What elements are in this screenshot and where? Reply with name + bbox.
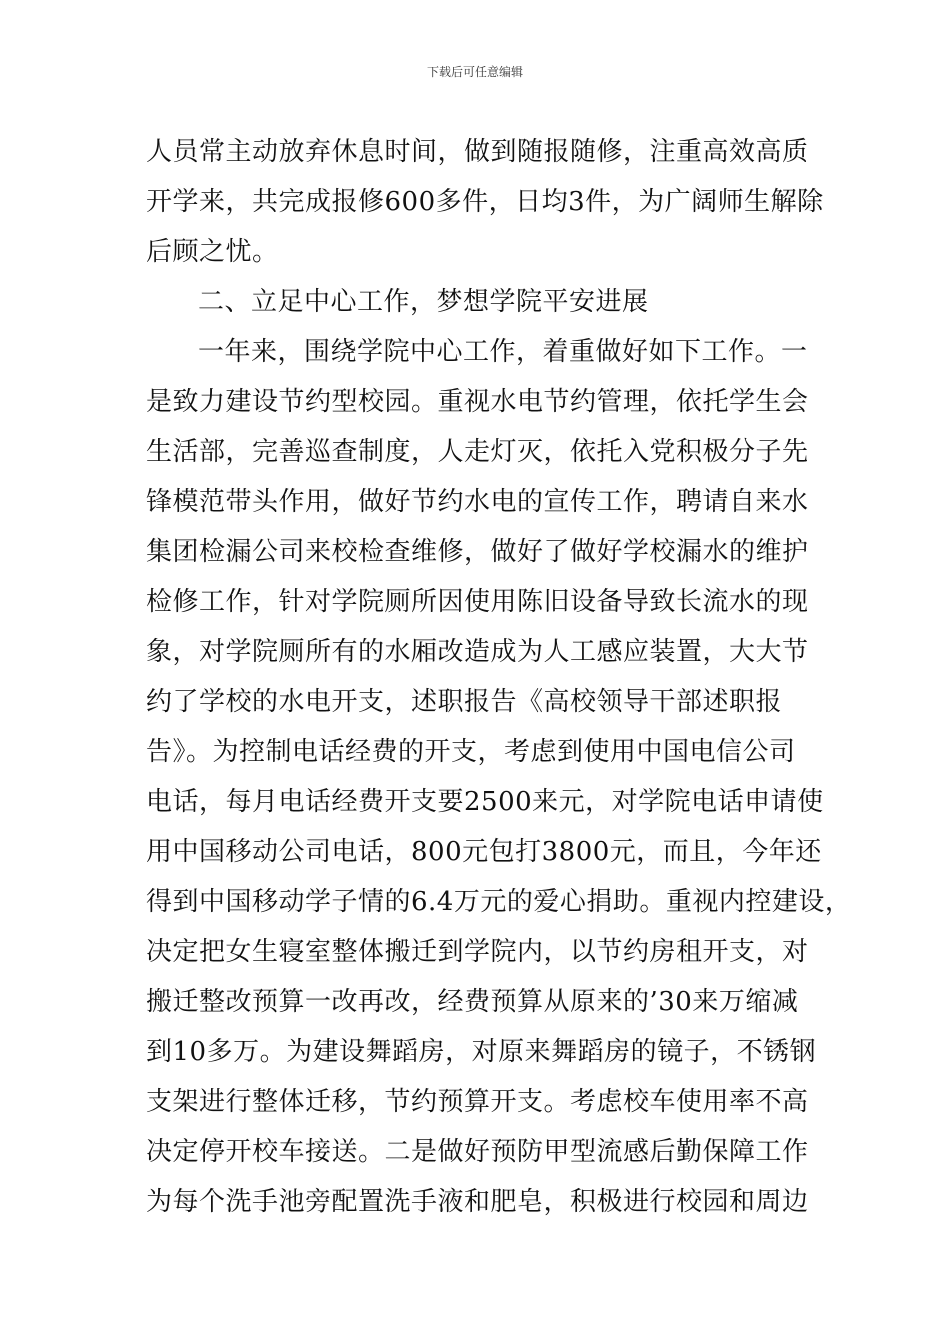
text-line: 支架进行整体迁移，节约预算开支。考虑校车使用率不高 [146,1087,809,1117]
text-line: 为每个洗手池旁配置洗手液和肥皂，积极进行校园和周边 [146,1187,809,1217]
text-line: 生活部，完善巡查制度，人走灯灭，依托入党积极分子先 [146,437,809,467]
text-line: 锋模范带头作用，做好节约水电的宣传工作，聘请自来水 [146,487,809,517]
text-line: 决定把女生寝室整体搬迁到学院内，以节约房租开支，对 [146,937,809,967]
text-line: 人员常主动放弃休息时间，做到随报随修，注重高效高质 [146,137,809,167]
text-line: 电话，每月电话经费开支要2500来元，对学院电话申请使 [146,787,824,817]
document-body [146,127,852,1227]
text-line: 检修工作，针对学院厕所因使用陈旧设备导致长流水的现 [146,587,809,617]
text-line: 是致力建设节约型校园。重视水电节约管理，依托学生会 [146,387,809,417]
text-line: 到10多万。为建设舞蹈房，对原来舞蹈房的镜子，不锈钢 [146,1037,817,1067]
text-line: 告》。为控制电话经费的开支，考虑到使用中国电信公司 [146,737,796,767]
text-line: 得到中国移动学子情的6.4万元的爱心捐助。重视内控建设， [146,887,852,917]
text-line: 一年来，围绕学院中心工作，着重做好如下工作。一 [198,337,808,367]
text-line: 搬迁整改预算一改再改，经费预算从原来的’30来万缩减 [146,987,799,1017]
text-line: 约了学校的水电开支，述职报告《高校领导干部述职报 [146,687,783,717]
text-line: 后顾之忧。 [146,237,279,267]
page-header: 下载后可任意编辑 [426,65,523,79]
text-line: 开学来，共完成报修600多件，日均3件，为广阔师生解除 [146,187,824,217]
text-line: 象，对学院厕所有的水厢改造成为人工感应装置，大大节 [146,637,809,667]
text-line: 用中国移动公司电话，800元包打3800元，而且，今年还 [146,837,822,867]
text-line: 决定停开校车接送。二是做好预防甲型流感后勤保障工作 [146,1137,809,1167]
text-line: 集团检漏公司来校检查维修，做好了做好学校漏水的维护 [146,537,809,567]
section-heading: 二、立足中心工作，梦想学院平安进展 [198,287,649,317]
